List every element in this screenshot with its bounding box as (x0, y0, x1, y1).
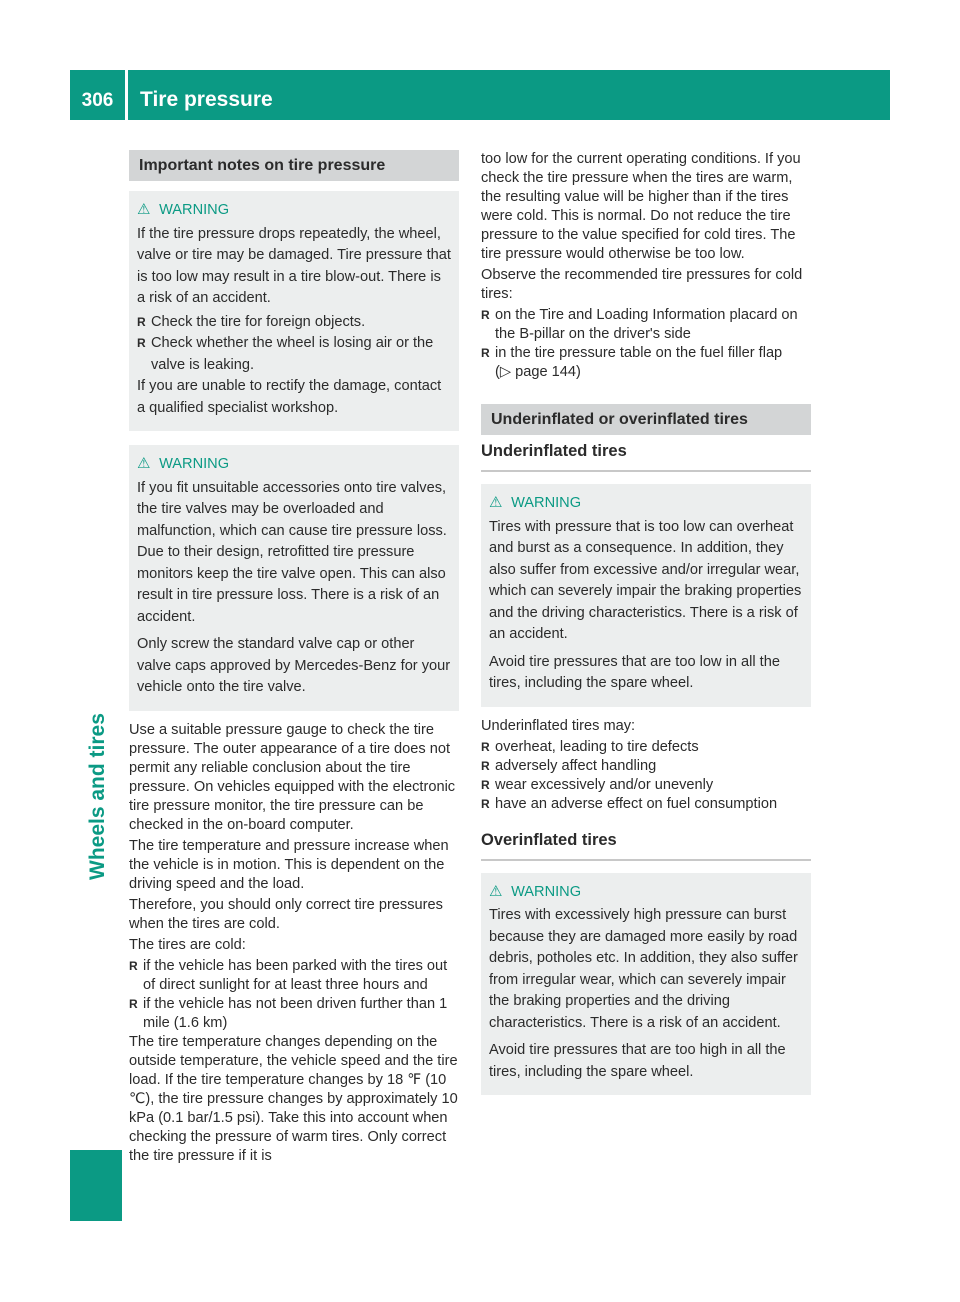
page-reference-link[interactable]: page 144) (515, 364, 581, 380)
warning-text: Tires with pressure that is too low can overheat and burst as a consequence. In addition, they also suffer from excessive and/or irregular wear, which can severely impair the braking properties and the driving characteristics. There is a risk of an accident. (489, 518, 802, 642)
bullet-item: R adversely affect handling (481, 757, 811, 776)
warning-triangle-icon: ⚠ (137, 455, 151, 472)
body-paragraph: too low for the current operating conditions. If you check the tire pressure when the tires are warm, the resulting value will be higher than if the tires were cold. This is normal. Do not reduce the tire pressure to the value specified for cold tires. The tire pressure would otherwise be too low. (481, 151, 801, 262)
bullet-item: R have an adverse effect on fuel consumption (481, 795, 811, 814)
section-heading: Important notes on tire pressure (129, 150, 459, 181)
right-column (481, 150, 811, 1095)
warning-title: WARNING (159, 456, 230, 472)
page-number: 306 (81, 90, 114, 111)
bullet-text: in the tire pressure table on the fuel filler flap (495, 345, 783, 361)
warning-triangle-icon: ⚠ (489, 494, 503, 511)
bullet-item: R if the vehicle has been parked with the tires out of direct sunlight for at least three hours and (129, 957, 459, 995)
warning-text: Avoid tire pressures that are too high in all the tires, including the spare wheel. (489, 1042, 786, 1080)
warning-text: If the tire pressure drops repeatedly, the wheel, valve or tire may be damaged. Tire pressure that is too low may result in a tire blow-out. There is a risk of an accident. (137, 225, 451, 306)
warning-box (481, 484, 811, 707)
body-paragraph: Therefore, you should only correct tire pressures when the tires are cold. (129, 896, 443, 932)
warning-title: WARNING (159, 202, 230, 218)
header-divider (125, 70, 128, 120)
bullet-item: R on the Tire and Loading Information placard on the B-pillar on the driver's side (481, 306, 811, 344)
body-paragraph: The tire temperature changes depending on the outside temperature, the vehicle speed and the tire load. If the tire temperature changes by 18 ℉ (10 ℃), the tire pressure changes by approximately 10 kPa (0.1 bar/1.5 psi). Take this into account when checking the pressure of warm tires. Only correct the tire pressure if it is (129, 1033, 458, 1164)
bullet-item: R if the vehicle has not been driven further than 1 mile (1.6 km) (129, 995, 459, 1033)
body-paragraph: The tire temperature and pressure increase when the vehicle is in motion. This is dependent on the driving speed and the load. (129, 837, 449, 892)
bullet-item: R wear excessively and/or unevenly (481, 776, 811, 795)
warning-triangle-icon: ⚠ (489, 882, 503, 900)
warning-text: Avoid tire pressures that are too low in all the tires, including the spare wheel. (489, 653, 780, 691)
bullet-item (481, 344, 811, 382)
sub-heading: Overinflated tires (481, 824, 811, 861)
sub-heading: Underinflated tires (481, 435, 811, 472)
warning-box (129, 191, 459, 431)
body-paragraph: The tires are cold: (129, 936, 246, 953)
warning-text: If you fit unsuitable accessories onto tire valves, the tire valves may be overloaded and malfunction, which can cause tire pressure loss. Due to their design, retrofitted tire pressure monitors keep the tire valve open. This can also result in tire pressure loss. There is a risk of an accident. (137, 479, 447, 625)
side-tab-marker (70, 1150, 122, 1221)
bullet-item: R Check whether the wheel is losing air or the valve is leaking. (137, 333, 451, 376)
warning-triangle-icon: ⚠ (137, 201, 151, 218)
warning-text: If you are unable to rectify the damage, contact a qualified specialist workshop. (137, 378, 442, 416)
body-paragraph: Underinflated tires may: (481, 717, 636, 734)
bullet-item: R overheat, leading to tire defects (481, 738, 811, 757)
warning-text: Tires with excessively high pressure can burst because they are damaged more easily by road debris, potholes etc. In addition, they also suffer from irregular wear, which can severely impair the braking properties and the driving characteristics. There is a risk of an accident. (489, 907, 798, 1031)
bullet-item: R Check the tire for foreign objects. (137, 312, 451, 334)
warning-text: Only screw the standard valve cap or other valve caps approved by Mercedes-Benz for your vehicle onto the tire valve. (137, 636, 451, 695)
warning-title: WARNING (511, 495, 582, 511)
side-tab-label: Wheels and tires (86, 713, 109, 880)
page-title: Tire pressure (140, 88, 273, 111)
left-column (129, 150, 459, 1168)
body-paragraph: Use a suitable pressure gauge to check the tire pressure. The outer appearance of a tire does not permit any reliable conclusion about the tire pressure. On vehicles equipped with the electronic tire pressure monitor, the tire pressure can be checked in the on-board computer. (129, 721, 456, 833)
body-paragraph: Observe the recommended tire pressures for cold tires: (481, 267, 803, 302)
warning-box (129, 445, 459, 711)
page-ref-arrow: (▷ (495, 364, 512, 380)
warning-title: WARNING (511, 883, 582, 900)
warning-box (481, 873, 811, 1096)
section-heading: Underinflated or overinflated tires (481, 404, 811, 435)
